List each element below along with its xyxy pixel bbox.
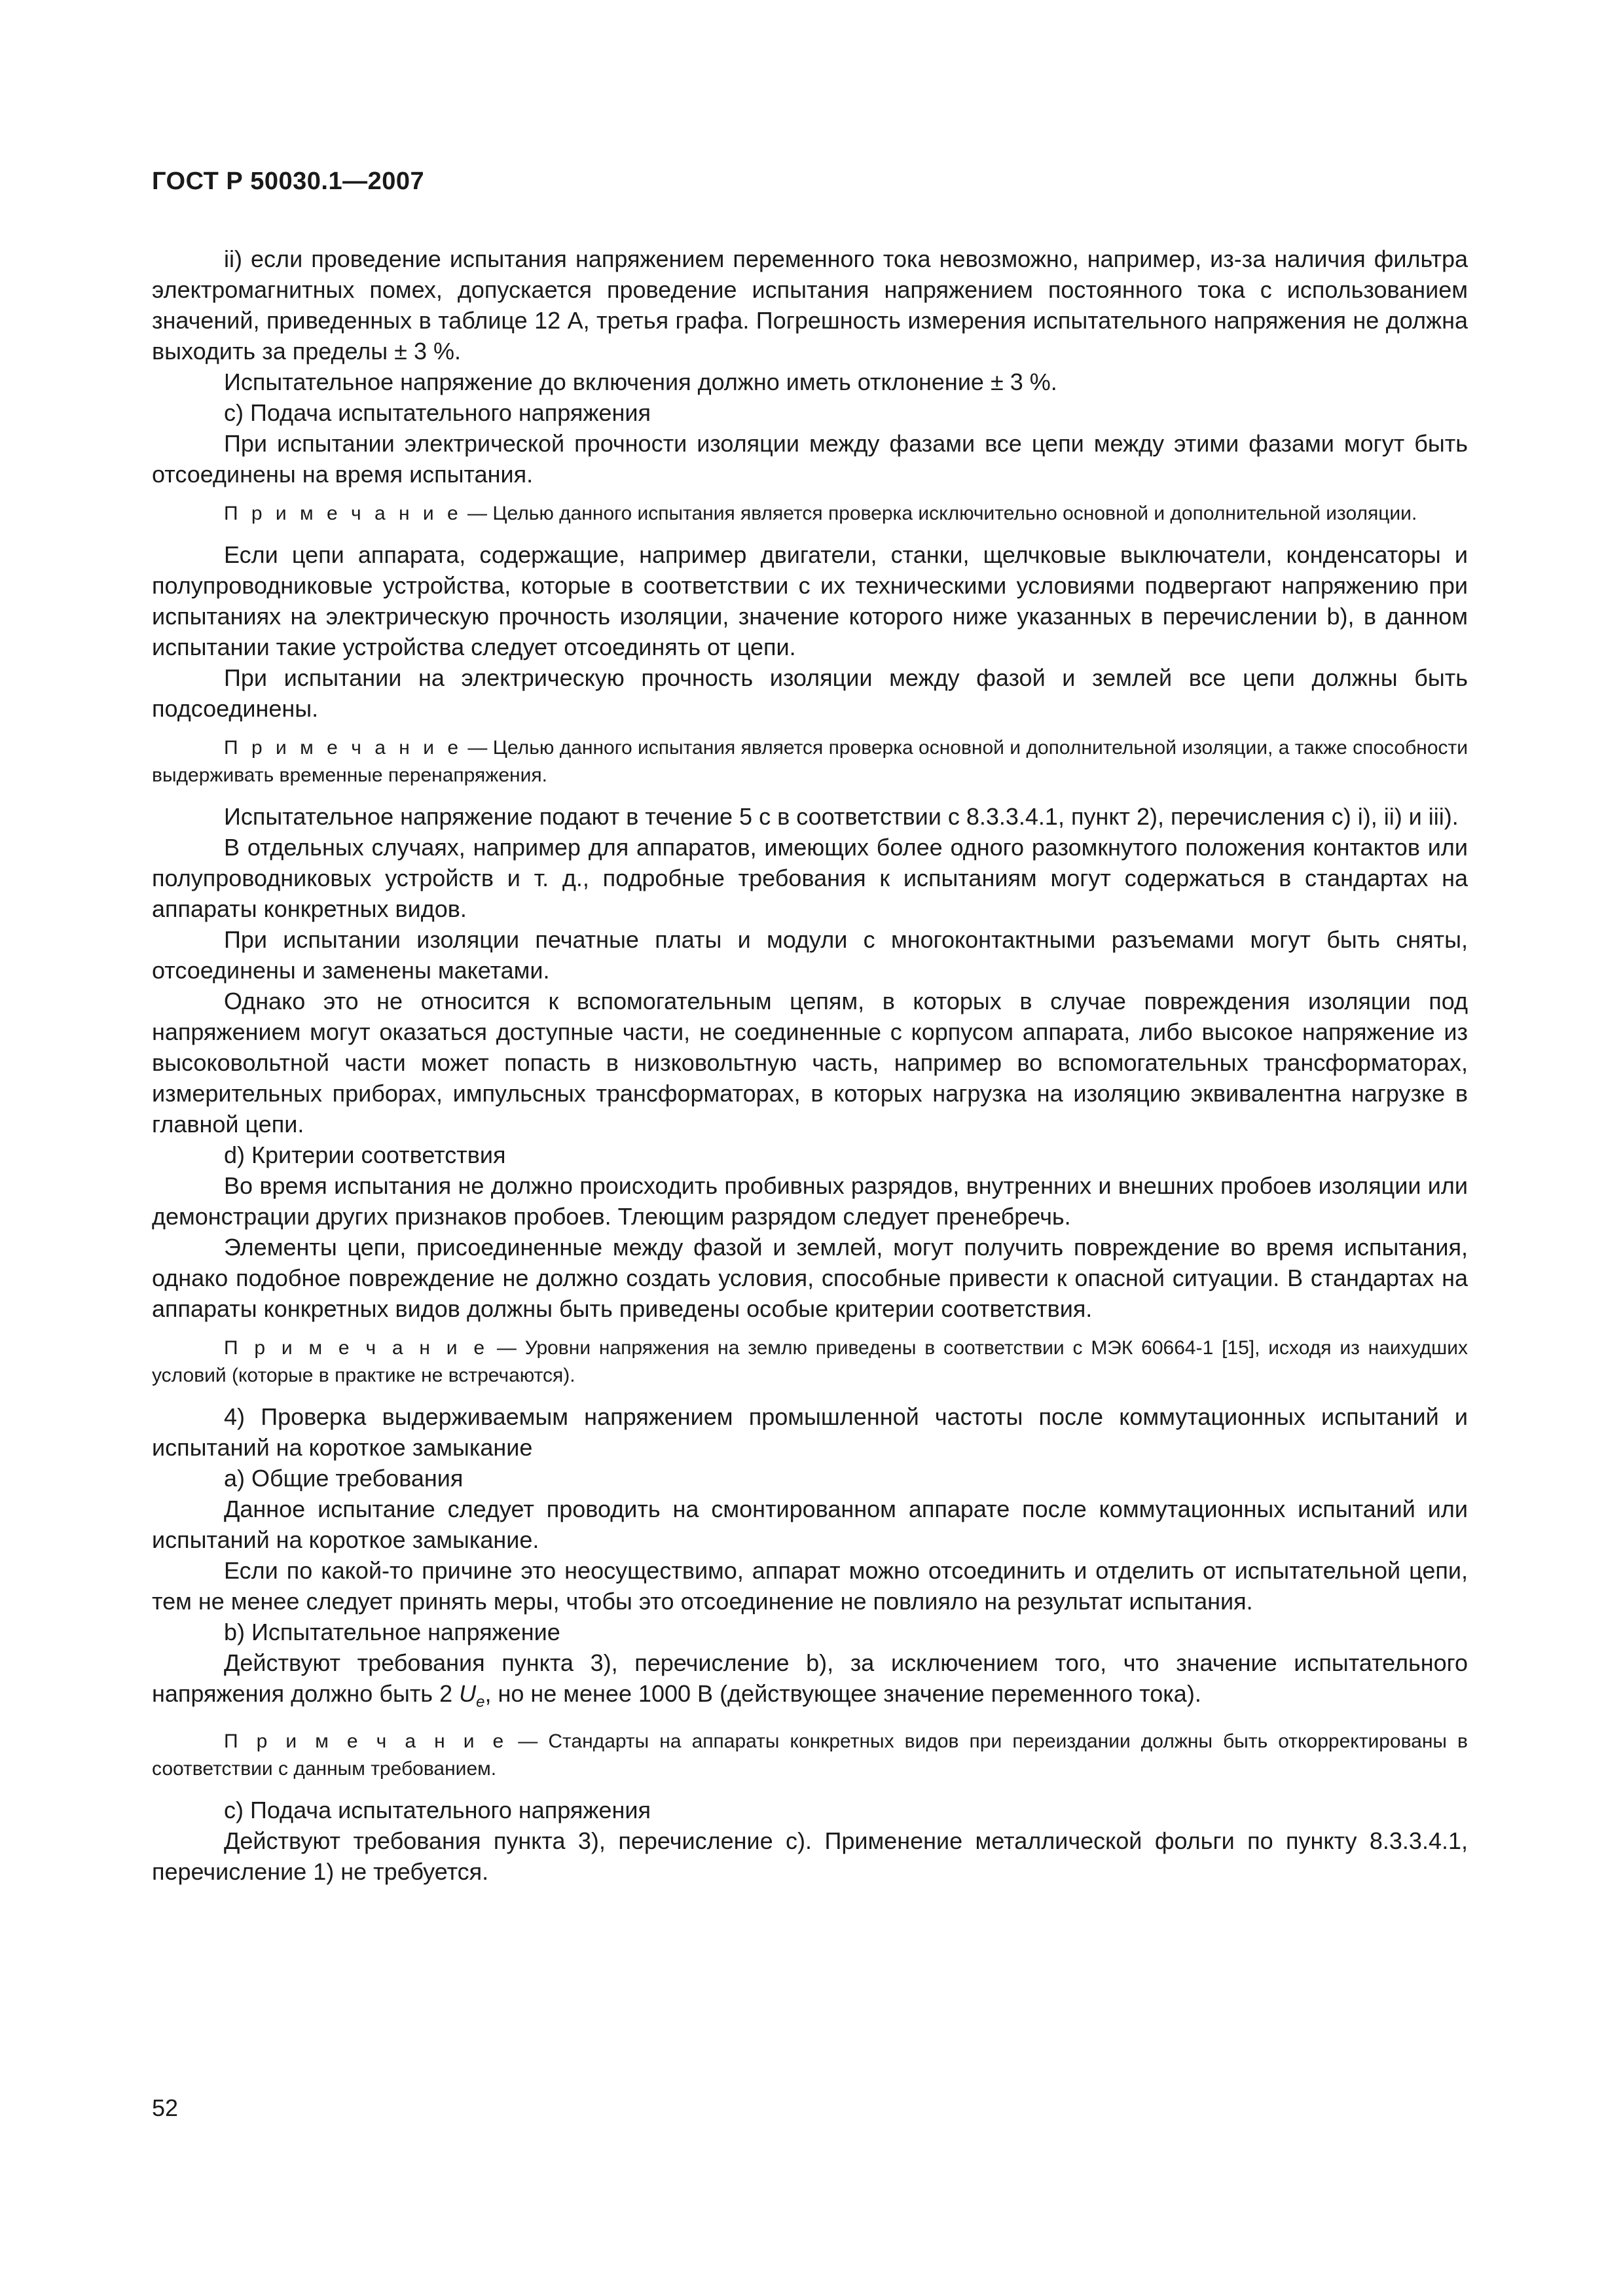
paragraph: Во время испытания не должно происходить пробивных разрядов, внутренних и внешних пробоев изоляции или демонстрации других признаков пробоев. Тлеющим разрядом следует пренебречь. bbox=[152, 1172, 1468, 1230]
note bbox=[152, 1335, 1468, 1390]
ue-subscript: e bbox=[476, 1693, 485, 1712]
paragraph: Если цепи аппарата, содержащие, например двигатели, станки, щелчковые выключатели, конденсаторы и полупроводниковые устройства, которые в соответствии с их техническими условиями подвергают напряжению при испытаниях на электрическую прочность изоляции, значение которого ниже указанных в перечислении b), в данном испытании такие устройства следует отсоединять от цепи. bbox=[152, 541, 1468, 660]
paragraph: В отдельных случаях, например для аппаратов, имеющих более одного разомкнутого положения контактов или полупроводниковых устройств и т. д., подробные требования к испытаниям могут содержаться в стандартах на аппараты конкретных видов. bbox=[152, 834, 1468, 922]
paragraph: Если по какой-то причине это неосуществимо, аппарат можно отсоединить и отделить от испытательной цепи, тем не менее следует принять меры, чтобы это отсоединение не повлияло на результат испытания. bbox=[152, 1557, 1468, 1615]
paragraph: При испытании изоляции печатные платы и модули с многоконтактными разъемами могут быть сняты, отсоединены и заменены макетами. bbox=[152, 926, 1468, 984]
paragraph bbox=[152, 1647, 1468, 1717]
paragraph: При испытании электрической прочности изоляции между фазами все цепи между этими фазами могут быть отсоединены на время испытания. bbox=[152, 430, 1468, 488]
note-text: — Стандарты на аппараты конкретных видов при переиздании должны быть откорректированы в соответствии с данным требованием. bbox=[152, 1731, 1468, 1780]
subheading: d) Критерии соответствия bbox=[224, 1141, 506, 1168]
document-body bbox=[152, 243, 1468, 1887]
note bbox=[152, 734, 1468, 789]
page-number: 52 bbox=[152, 2094, 179, 2121]
paragraph: Элементы цепи, присоединенные между фазой и землей, могут получить повреждение во время испытания, однако подобное повреждение не должно создать условия, способные привести к опасной ситуации. В стандартах на аппараты конкретных видов должны быть приведены особые критерии соответствия. bbox=[152, 1234, 1468, 1322]
paragraph: 4) Проверка выдерживаемым напряжением промышленной частоты после коммутационных испытаний и испытаний на короткое замыкание bbox=[152, 1403, 1468, 1461]
note-label: П р и м е ч а н и е bbox=[224, 1337, 489, 1359]
subheading: с) Подача испытательного напряжения bbox=[224, 1797, 651, 1824]
note-label: П р и м е ч а н и е bbox=[224, 737, 463, 759]
note-label: П р и м е ч а н и е bbox=[224, 503, 462, 524]
subheading: a) Общие требования bbox=[224, 1465, 464, 1492]
note bbox=[152, 1728, 1468, 1783]
note-text: — Целью данного испытания является проверка исключительно основной и дополнительной изоляции. bbox=[462, 503, 1417, 524]
ue-after-text: , но не менее 1000 В (действующее значение переменного тока). bbox=[484, 1680, 1201, 1707]
paragraph: Действуют требования пункта 3), перечисление с). Применение металлической фольги по пункту 8.3.3.4.1, перечисление 1) не требуется. bbox=[152, 1827, 1468, 1886]
paragraph: Испытательное напряжение подают в течение 5 с в соответствии с 8.3.3.4.1, пункт 2), перечисления с) i), ii) и iii). bbox=[224, 803, 1459, 830]
ue-symbol: U bbox=[459, 1680, 477, 1707]
paragraph: При испытании на электрическую прочность изоляции между фазой и землей все цепи должны быть подсоединены. bbox=[152, 664, 1468, 722]
note-label: П р и м е ч а н и е bbox=[224, 1731, 508, 1753]
paragraph: ii) если проведение испытания напряжением переменного тока невозможно, например, из-за наличия фильтра электромагнитных помех, допускается проведение испытания напряжением постоянного тока с использованием значений, приведенных в таблице 12 А, третья графа. Погрешность измерения испытательного напряжения не должна выходить за пределы ± 3 %. bbox=[152, 245, 1468, 365]
subheading: b) Испытательное напряжение bbox=[224, 1619, 560, 1645]
ue-before-text: Действуют требования пункта 3), перечисление b), за исключением того, что значение испытательного напряжения должно быть 2 bbox=[152, 1649, 1468, 1707]
paragraph: Испытательное напряжение до включения должно иметь отклонение ± 3 %. bbox=[224, 368, 1057, 395]
paragraph: Однако это не относится к вспомогательным цепям, в которых в случае повреждения изоляции под напряжением могут оказаться доступные части, не соединенные с корпусом аппарата, либо высокое напряжение из высоковольтной части может попасть в низковольтную часть, например во вспомогательных трансформаторах, измерительных приборах, импульсных трансформаторах, в которых нагрузка на изоляцию эквивалентна нагрузке в главной цепи. bbox=[152, 988, 1468, 1138]
note-text: — Уровни напряжения на землю приведены в соответствии с МЭК 60664-1 [15], исходя из наихудших условий (которые в практике не встречаются). bbox=[152, 1337, 1468, 1386]
subheading: с) Подача испытательного напряжения bbox=[224, 399, 651, 426]
paragraph: Данное испытание следует проводить на смонтированном аппарате после коммутационных испытаний или испытаний на короткое замыкание. bbox=[152, 1496, 1468, 1553]
standard-header: ГОСТ Р 50030.1—2007 bbox=[152, 168, 425, 195]
note-text: — Целью данного испытания является проверка основной и дополнительной изоляции, а также способности выдерживать временные перенапряжения. bbox=[152, 737, 1468, 786]
note bbox=[152, 500, 1468, 528]
